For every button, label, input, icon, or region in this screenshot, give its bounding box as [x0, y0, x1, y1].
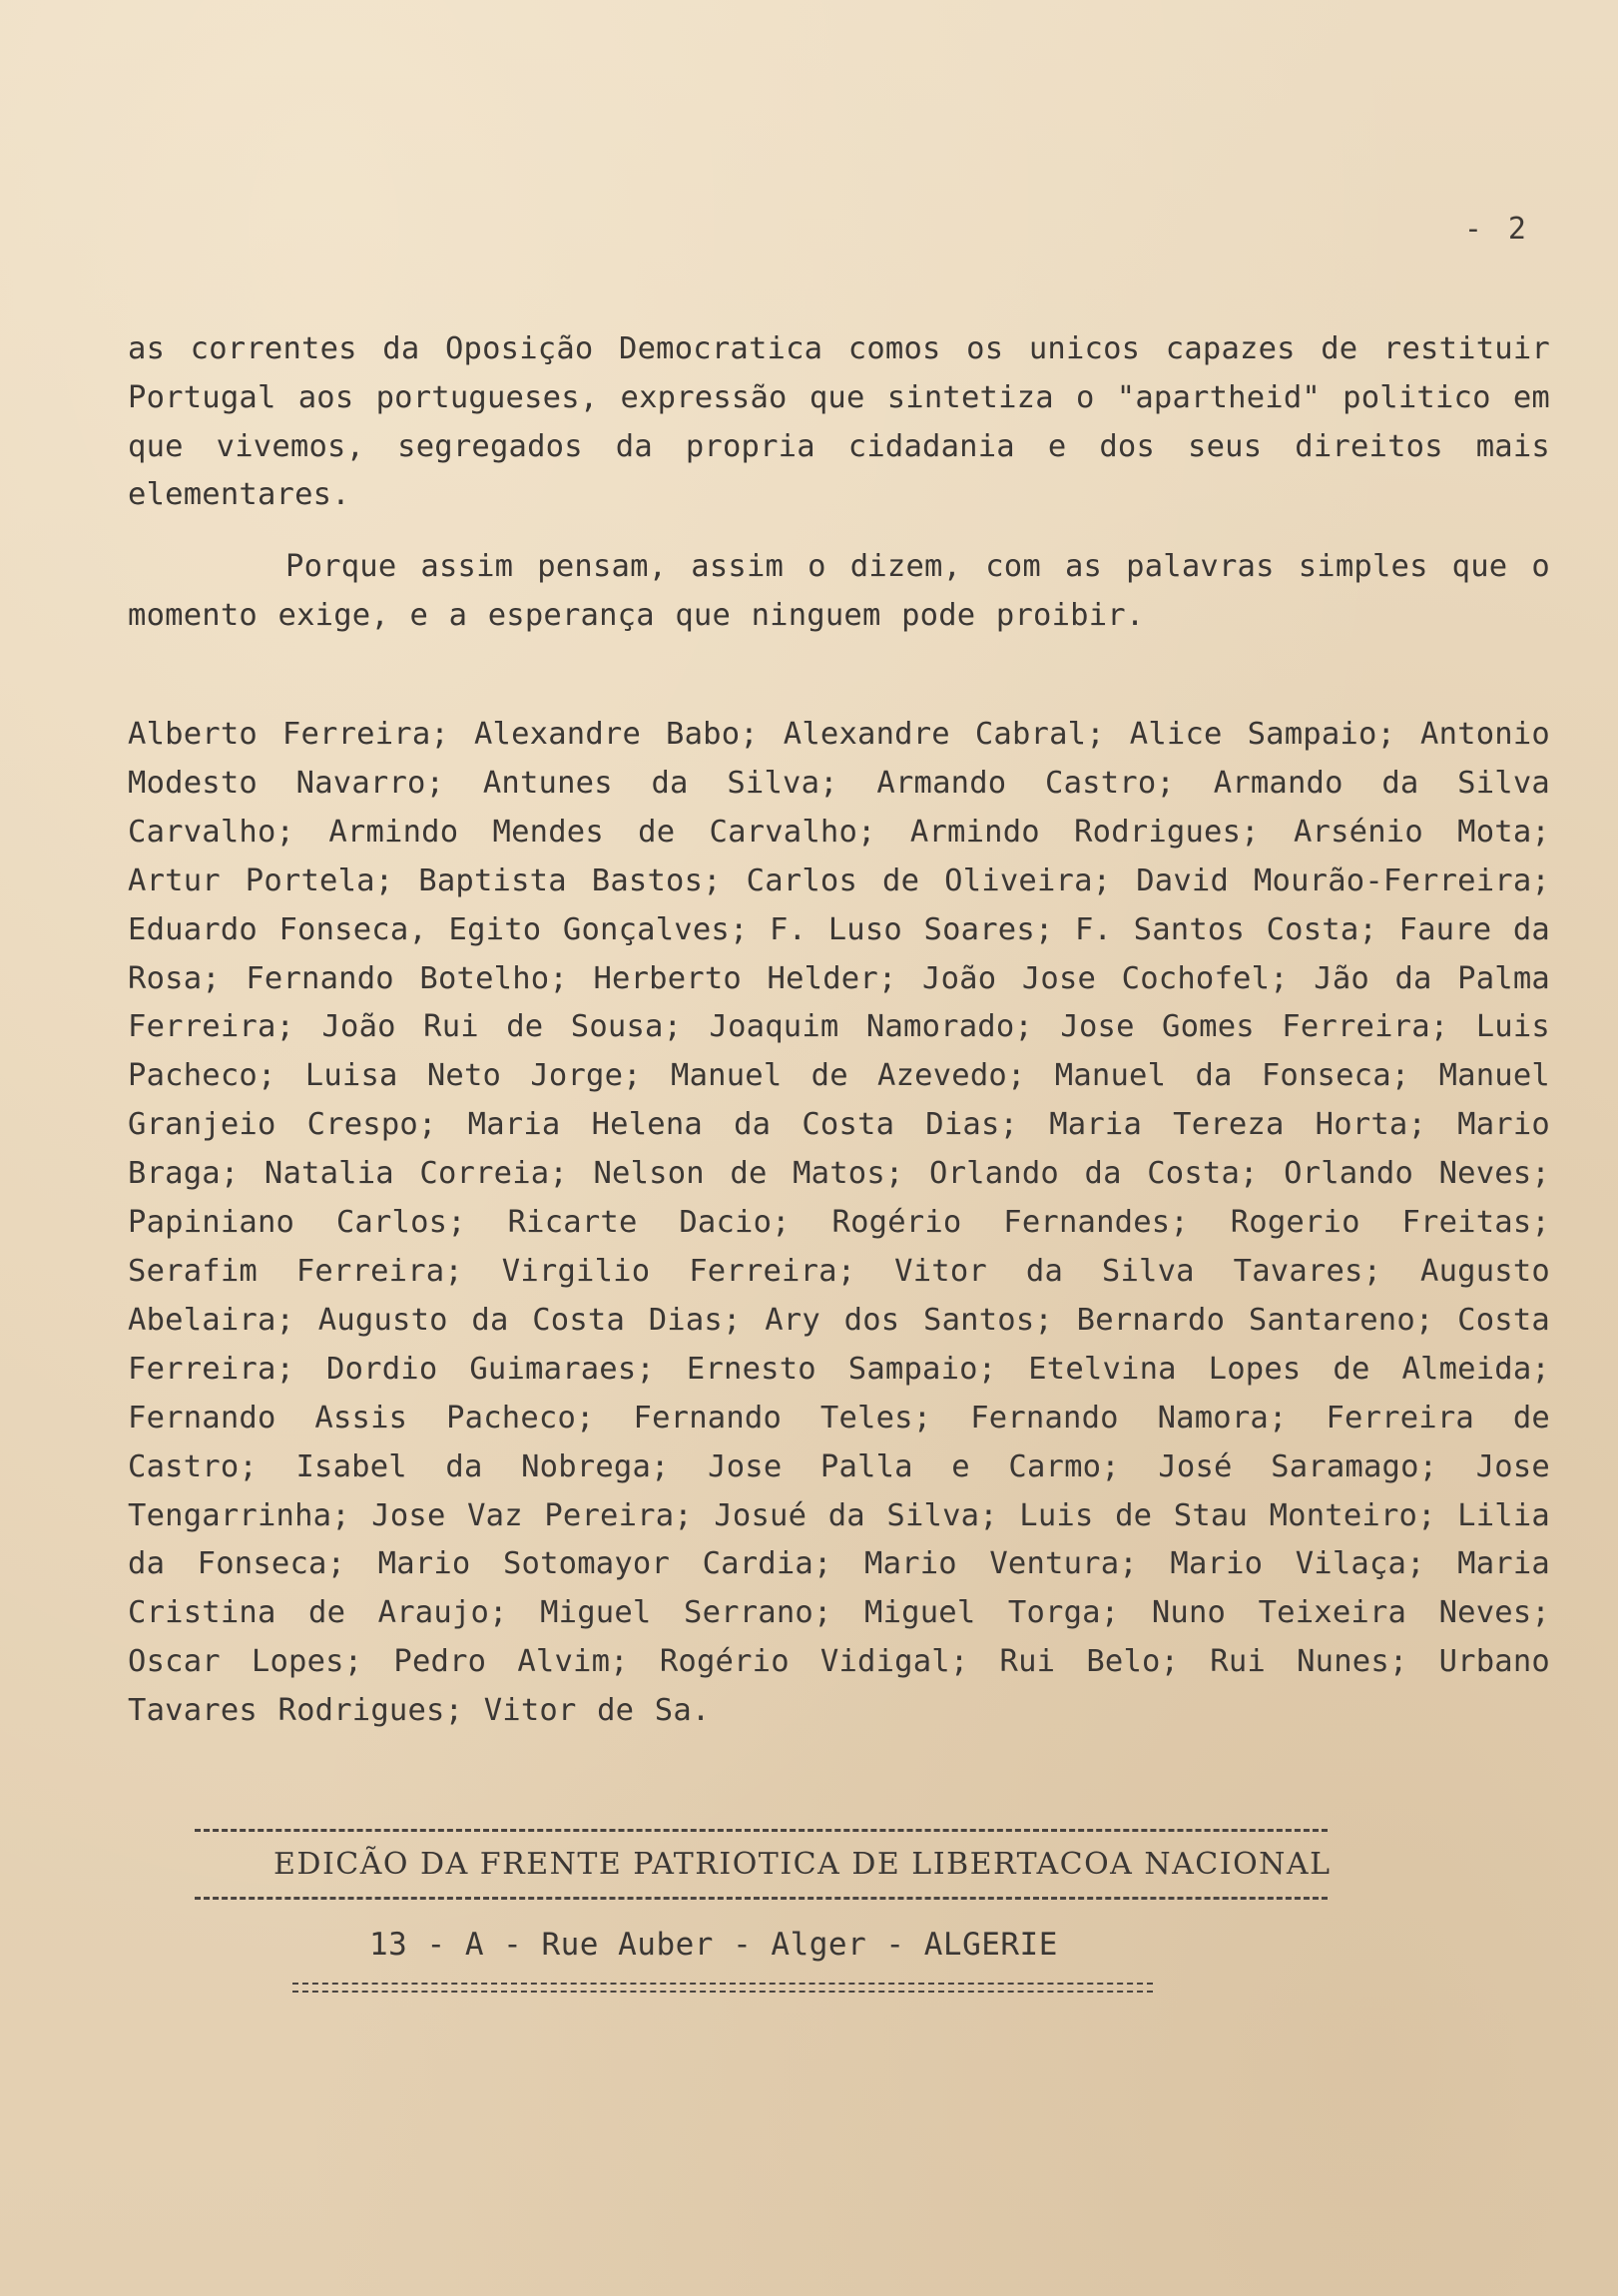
- footer-double-divider: [292, 1983, 1153, 1993]
- publisher-address: 13 - A - Rue Auber - Alger - ALGERIE: [369, 1927, 1058, 1963]
- page-number: - 2: [1463, 212, 1530, 247]
- body-paragraph-2: Porque assim pensam, assim o dizem, com as palavras simples que o momento exige, e a esperança que ninguem pode proibir.: [128, 549, 1550, 633]
- edition-line: EDICÃO DA FRENTE PATRIOTICA DE LIBERTACOA NACIONAL: [273, 1847, 1332, 1882]
- footer-top-divider: [195, 1829, 1328, 1832]
- signatories-list: Alberto Ferreira; Alexandre Babo; Alexandre Cabral; Alice Sampaio; Antonio Modesto Navarro; Antunes da Silva; Armando Castro; Armando da Silva Carvalho; Armindo Mendes de Carvalho; Armindo Rodrigues; Arsénio Mota; Artur Portela; Baptista Bastos; Carlos de Oliveira; David Mourão-Ferreira; Eduardo Fonseca, Egito Gonçalves; F. Luso Soares; F. Santos Costa; Faure da Rosa; Fernando Botelho; Herberto Helder; João Jose Cochofel; Jão da Palma Ferreira; João Rui de Sousa; Joaquim Namorado; Jose Gomes Ferreira; Luis Pacheco; Luisa Neto Jorge; Manuel de Azevedo; Manuel da Fonseca; Manuel Granjeio Crespo; Maria Helena da Costa Dias; Maria Tereza Horta; Mario Braga; Natalia Correia; Nelson de Matos; Orlando da Costa; Orlando Neves; Papiniano Carlos; Ricarte Dacio; Rogério Fernandes; Rogerio Freitas; Serafim Ferreira; Virgilio Ferreira; Vitor da Silva Tavares; Augusto Abelaira; Augusto da Costa Dias; Ary dos Santos; Bernardo Santareno; Costa Ferreira; Dordio Guimaraes; Ernesto Sampaio; Etelvina Lopes de Almeida; Fernando Assis Pacheco; Fernando Teles; Fernando Namora; Ferreira de Castro; Isabel da Nobrega; Jose Palla e Carmo; José Saramago; Jose Tengarrinha; Jose Vaz Pereira; Josué da Silva; Luis de Stau Monteiro; Lilia da Fonseca; Mario Sotomayor Cardia; Mario Ventura; Mario Vilaça; Maria Cristina de Araujo; Miguel Serrano; Miguel Torga; Nuno Teixeira Neves; Oscar Lopes; Pedro Alvim; Rogério Vidigal; Rui Belo; Rui Nunes; Urbano Tavares Rodrigues; Vitor de Sa.: [128, 717, 1550, 1729]
- footer-middle-divider: [195, 1897, 1328, 1900]
- body-paragraph-1: as correntes da Oposição Democratica comos os unicos capazes de restituir Portugal aos portugueses, expressão que sintetiza o "apartheid" politico em que vivemos, segregados da propria cidadania e dos seus direitos mais elementares.: [128, 331, 1550, 513]
